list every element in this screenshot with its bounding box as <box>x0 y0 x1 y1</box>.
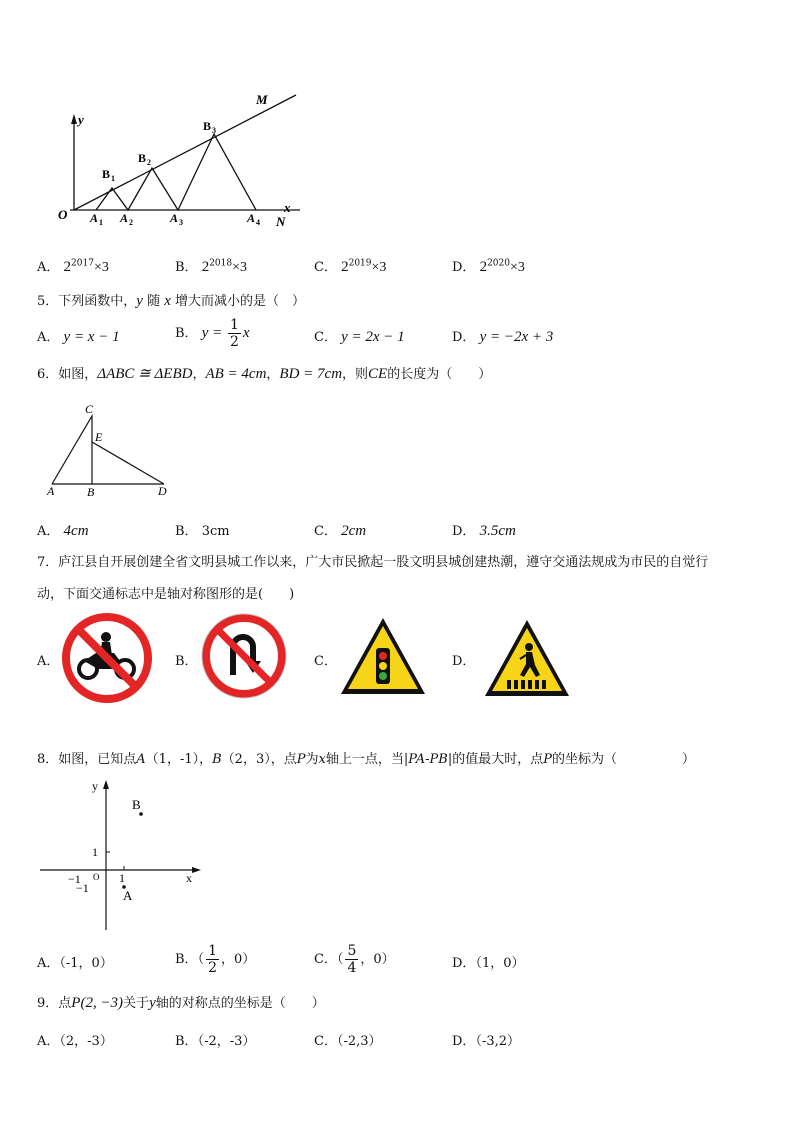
option-letter: D． <box>452 260 476 275</box>
q7-option-d[interactable]: D． <box>452 654 476 669</box>
option-text: 4cm <box>63 523 89 539</box>
option-text: （-3,2） <box>475 1034 521 1049</box>
fig4-label-b2-sub: 2 <box>147 158 151 167</box>
fig6-label-d: D <box>158 484 167 498</box>
option-letter: A． <box>37 1034 60 1049</box>
fig8-label-o: O <box>93 872 100 882</box>
q9-option-c[interactable] <box>314 1030 382 1049</box>
q9-option-a[interactable] <box>37 1030 113 1049</box>
option-text: （1，0） <box>475 956 525 971</box>
option-exponent: 2019 <box>348 258 372 269</box>
fig4-label-b3-sub: 3 <box>212 126 216 135</box>
q7-stem-line2: 动，下面交通标志中是轴对称图形的是( ) <box>37 587 295 602</box>
q6-option-d[interactable] <box>452 520 516 540</box>
option-rest: ×3 <box>93 260 109 275</box>
q8-option-c[interactable] <box>314 944 395 975</box>
option-letter: B． <box>175 524 198 539</box>
option-text: （-2，-3） <box>197 1034 256 1049</box>
figure-coordinate-plane <box>36 774 206 936</box>
q9-stem: 9．点P(2, −3)关于y轴的对称点的坐标是（ ） <box>37 995 325 1011</box>
option-letter: D． <box>452 1034 476 1049</box>
fig8-label-1x: 1 <box>119 871 125 885</box>
fig8-label-neg1y: −1 <box>76 881 89 895</box>
q6-stem: 6．如图，ΔABC ≅ ΔEBD，AB = 4cm，BD = 7cm，则CE的长度为（ ） <box>37 366 492 382</box>
q6-option-c[interactable] <box>314 520 366 540</box>
fig8-label-neg1x: −1 <box>68 872 81 886</box>
option-base: 2 <box>63 259 72 275</box>
option-rest: ×3 <box>232 260 248 275</box>
q5-option-b[interactable] <box>175 318 250 349</box>
pedestrian-crossing-warning-sign-icon[interactable] <box>482 617 572 699</box>
fig6-label-b: B <box>87 485 95 499</box>
option-text: （2，-3） <box>59 1034 113 1049</box>
fig6-label-a: A <box>47 484 55 498</box>
option-text-post: ，0） <box>360 952 395 967</box>
figure-triangles-abc-ebd <box>42 398 177 500</box>
fig8-label-b: B <box>132 797 141 812</box>
option-exponent: 2018 <box>209 258 233 269</box>
option-base: 2 <box>479 259 488 275</box>
fraction: $\frac{5}{4}$ <box>347 943 357 976</box>
fig4-label-b1: B <box>102 167 111 181</box>
option-letter: C． <box>314 260 337 275</box>
option-exponent: 2020 <box>487 258 510 269</box>
option-text: 3cm <box>201 524 230 539</box>
q8-option-b[interactable] <box>175 944 255 975</box>
fraction: $\frac{1}{2}$ <box>208 943 217 976</box>
q4-option-a[interactable] <box>37 256 109 276</box>
q8-option-a[interactable] <box>37 952 113 971</box>
option-rest: ×3 <box>371 260 387 275</box>
option-expression-post: x <box>242 325 250 341</box>
fig4-label-a1: A <box>90 211 99 225</box>
no-u-turn-sign-icon[interactable] <box>201 613 287 699</box>
fig8-label-y: y <box>92 779 98 793</box>
fig4-label-b2: B <box>138 151 147 165</box>
q6-option-a[interactable] <box>37 520 89 540</box>
option-text: （-1，0） <box>59 956 113 971</box>
fig4-label-a2: A <box>120 211 129 225</box>
option-letter: B． <box>175 1034 198 1049</box>
option-letter: C． <box>314 1034 337 1049</box>
q5-option-a[interactable] <box>37 326 120 346</box>
q7-stem-line1: 7．庐江县自开展创建全省文明县城工作以来，广大市民掀起一股文明县城创建热潮，遵守交通法规成为市民的自觉行 <box>37 555 709 570</box>
fraction: $\frac{1}{2}$ <box>229 317 239 350</box>
option-expression-pre: y = <box>201 325 226 341</box>
option-expression: y = x − 1 <box>63 329 120 345</box>
fig6-label-c: C <box>85 402 94 416</box>
q8-stem: 8．如图，已知点A（1，-1），B（2，3），点P为x轴上一点，当|PA-PB|的值最大时，点P的坐标为（ ） <box>37 752 696 767</box>
option-letter: A． <box>37 330 60 345</box>
option-letter: D． <box>452 956 476 971</box>
q7-option-a[interactable]: A． <box>37 654 60 669</box>
fig8-label-1y: 1 <box>92 845 98 859</box>
fig4-label-y: y <box>78 112 84 127</box>
option-base: 2 <box>201 259 210 275</box>
option-base: 2 <box>341 259 349 275</box>
fig4-label-a2-sub: 2 <box>129 218 133 227</box>
option-text-pre: （ <box>197 952 205 967</box>
q8-option-d[interactable] <box>452 952 524 971</box>
option-text: 3.5cm <box>479 523 516 539</box>
option-letter: C． <box>314 330 337 345</box>
q7-option-c[interactable]: C． <box>314 654 337 669</box>
option-exponent: 2017 <box>71 258 94 269</box>
option-letter: C． <box>314 524 337 539</box>
fig6-label-e: E <box>95 430 103 444</box>
fig4-label-n: N <box>276 214 286 229</box>
option-letter: B． <box>175 952 198 967</box>
fig4-label-b3: B <box>203 119 212 133</box>
option-expression: y = 2x − 1 <box>341 329 405 345</box>
option-letter: B． <box>175 260 198 275</box>
fig4-label-a3-sub: 3 <box>179 218 183 227</box>
option-letter: A． <box>37 524 60 539</box>
q4-option-c[interactable] <box>314 256 386 276</box>
no-motorcycle-sign-icon[interactable] <box>62 613 152 703</box>
q9-option-b[interactable] <box>175 1030 255 1049</box>
traffic-light-warning-sign-icon[interactable] <box>337 614 429 698</box>
fig4-label-x: x <box>284 200 291 215</box>
fig4-label-a4: A <box>247 211 256 225</box>
option-text-post: ，0） <box>221 952 256 967</box>
option-expression: y = −2x + 3 <box>479 329 554 345</box>
option-text: 2cm <box>341 523 367 539</box>
option-letter: B． <box>175 326 198 341</box>
fig4-label-b1-sub: 1 <box>111 174 115 183</box>
option-letter: C． <box>314 952 337 967</box>
q9-option-d[interactable] <box>452 1030 520 1049</box>
fig4-label-a1-sub: 1 <box>99 218 103 227</box>
option-letter: D． <box>452 524 476 539</box>
fig4-label-a3: A <box>170 211 179 225</box>
fig4-label-o: O <box>58 207 68 222</box>
fig8-label-a: A <box>123 888 133 903</box>
fig8-label-x: x <box>186 871 192 885</box>
q5-stem: 5．下列函数中，y 随 x 增大而减小的是（ ） <box>37 293 306 309</box>
q6-option-b[interactable] <box>175 520 230 539</box>
option-text: （-2,3） <box>336 1034 382 1049</box>
q5-option-c[interactable] <box>314 326 405 346</box>
fig4-label-m: M <box>256 92 268 107</box>
option-rest: ×3 <box>509 260 525 275</box>
fig4-label-a4-sub: 4 <box>256 218 260 227</box>
q7-option-b[interactable]: B． <box>175 654 198 669</box>
q5-option-d[interactable] <box>452 326 553 346</box>
q4-option-b[interactable] <box>175 256 247 276</box>
option-letter: A． <box>37 260 60 275</box>
option-letter: A． <box>37 956 60 971</box>
figure-sequence-triangles <box>50 88 310 233</box>
option-letter: D． <box>452 330 476 345</box>
q4-option-d[interactable] <box>452 256 525 276</box>
option-text-pre: （ <box>336 952 344 967</box>
